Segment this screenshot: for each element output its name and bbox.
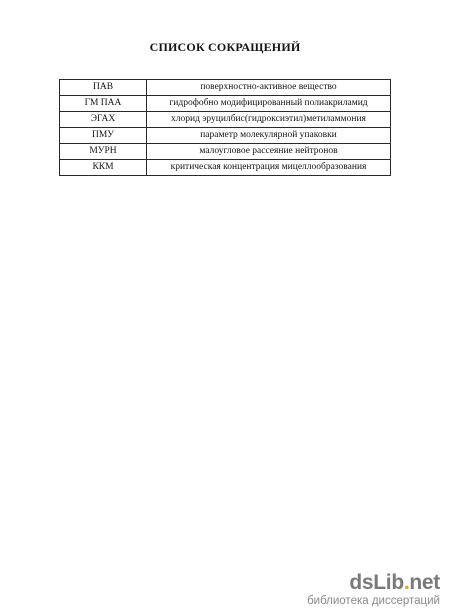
abbreviation-cell: ГМ ПАА xyxy=(60,96,147,112)
page-title: СПИСОК СОКРАЩЕНИЙ xyxy=(149,40,301,54)
logo-tld: net xyxy=(409,571,440,594)
table-row xyxy=(60,128,391,144)
table-row xyxy=(60,112,391,128)
table-row xyxy=(60,96,391,112)
meaning-cell: хлорид эруцилбис(гидроксиэтил)метиламмония xyxy=(147,112,391,128)
dslib-logo xyxy=(270,572,440,594)
abbreviation-cell: ККМ xyxy=(60,160,147,176)
table-row xyxy=(60,160,391,176)
meaning-cell: поверхностно-активное вещество xyxy=(147,80,391,96)
meaning-cell: параметр молекулярной упаковки xyxy=(147,128,391,144)
meaning-cell: критическая концентрация мицеллообразования xyxy=(147,160,391,176)
logo-dot: . xyxy=(403,571,410,594)
meaning-cell: гидрофобно модифицированный полиакриламид xyxy=(147,96,391,112)
meaning-cell: малоугловое рассеяние нейтронов xyxy=(147,144,391,160)
abbreviation-cell: ПАВ xyxy=(60,80,147,96)
abbreviations-table xyxy=(59,79,391,176)
dslib-watermark xyxy=(270,572,440,608)
table-row xyxy=(60,80,391,96)
table-row xyxy=(60,144,391,160)
watermark-subtitle: библиотека диссертаций xyxy=(307,595,440,607)
abbreviation-cell: МУРН xyxy=(60,144,147,160)
logo-main: dsLib xyxy=(349,571,404,594)
abbreviation-cell: ЭГАХ xyxy=(60,112,147,128)
abbreviation-cell: ПМУ xyxy=(60,128,147,144)
